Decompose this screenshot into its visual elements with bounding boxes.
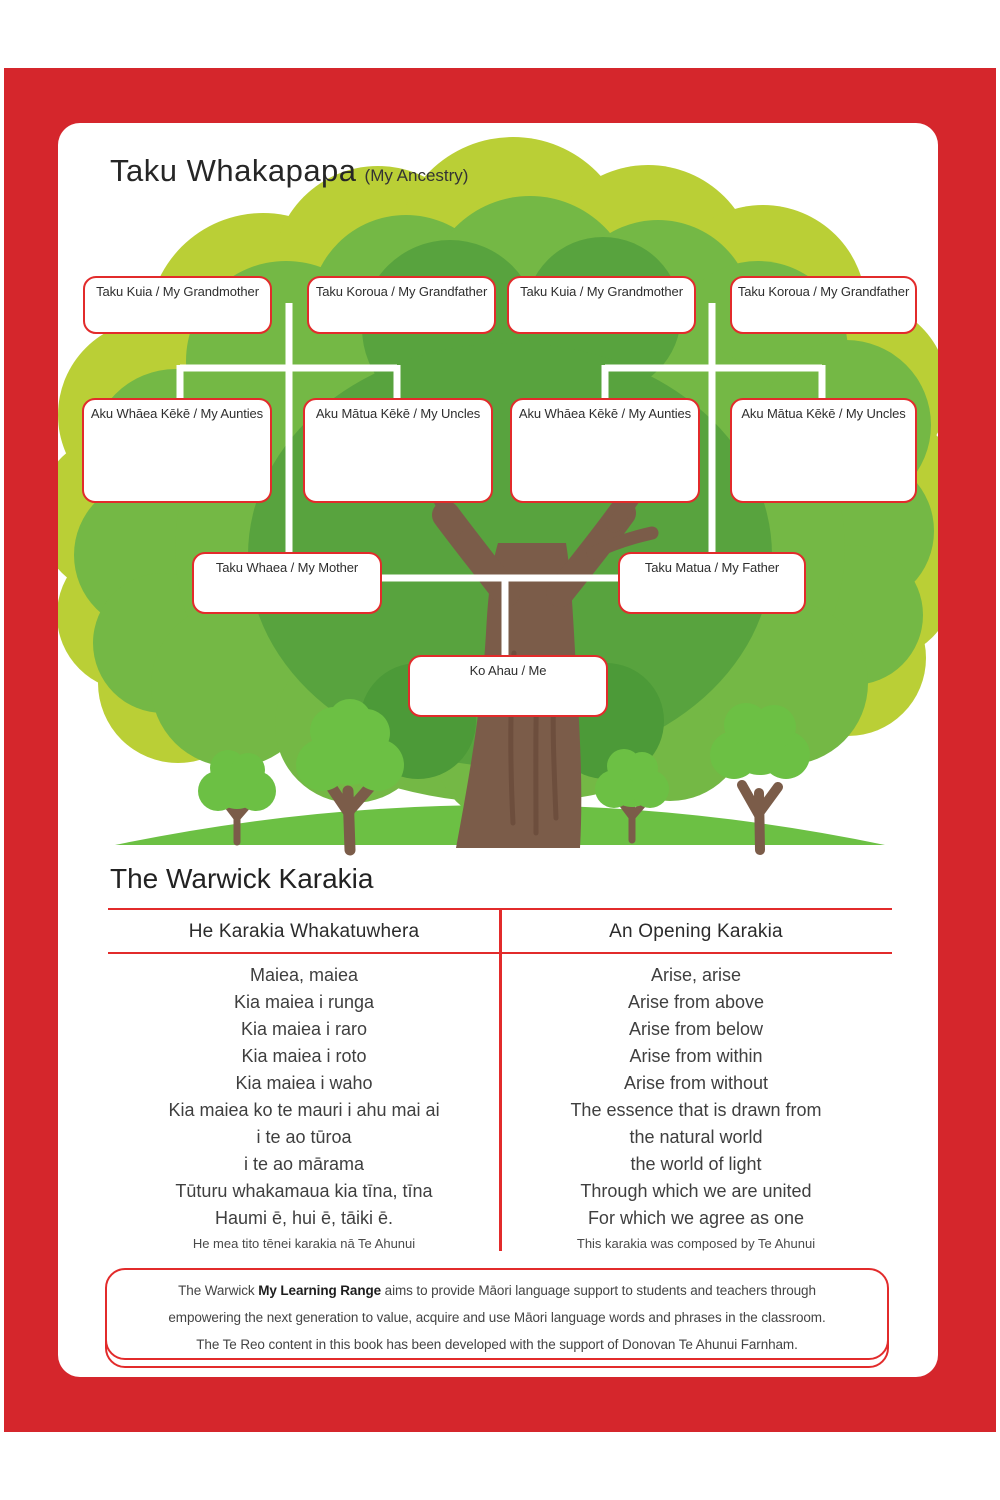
box-grandfather-maternal	[307, 276, 496, 334]
box-uncles-maternal	[303, 398, 493, 503]
footer-note	[105, 1268, 889, 1360]
worksheet-page	[58, 123, 938, 1377]
karakia-line: Arise from within	[629, 1046, 763, 1066]
footer-line	[107, 1277, 887, 1304]
page-title-english: (My Ancestry)	[364, 166, 469, 185]
karakia-line: Haumi ē, hui ē, tāiki ē.	[214, 1208, 394, 1228]
box-me	[408, 655, 608, 717]
karakia-line: The essence that is drawn from	[570, 1100, 822, 1120]
karakia-line: Arise from below	[628, 1019, 764, 1039]
column-header-english: An Opening Karakia	[609, 921, 783, 942]
karakia-line: Kia maiea ko te mauri i ahu mai ai	[168, 1100, 440, 1120]
karakia-line: the natural world	[629, 1127, 763, 1147]
box-grandmother-paternal	[507, 276, 696, 334]
column-header-maori: He Karakia Whakatuwhera	[188, 921, 420, 942]
footer-line: The Te Reo content in this book has been developed with the support of Donovan Te Ahunui Farnham.	[196, 1337, 798, 1352]
box-label: Taku Whaea / My Mother	[215, 560, 359, 575]
karakia-line: Kia maiea i raro	[240, 1019, 368, 1039]
karakia-heading: The Warwick Karakia	[110, 863, 374, 894]
karakia-line: Maiea, maiea	[249, 965, 359, 985]
footer-text: The Warwick	[178, 1283, 259, 1298]
karakia-line: the world of light	[630, 1154, 762, 1174]
karakia-line: Arise, arise	[650, 965, 742, 985]
karakia-line: For which we agree as one	[587, 1208, 805, 1228]
karakia-line: Kia maiea i roto	[241, 1046, 367, 1066]
box-label: Aku Mātua Kēkē / My Uncles	[741, 406, 906, 421]
footer-text-bold: My Learning Range	[258, 1283, 382, 1298]
box-grandfather-paternal	[730, 276, 917, 334]
karakia-table	[108, 908, 892, 1255]
box-mother	[192, 552, 382, 614]
column-divider	[499, 910, 502, 1251]
page-title	[110, 153, 468, 189]
box-label: Taku Koroua / My Grandfather	[315, 284, 488, 299]
box-label: Taku Matua / My Father	[644, 560, 780, 575]
karakia-attribution: This karakia was composed by Te Ahunui	[576, 1236, 816, 1251]
karakia-line: Kia maiea i runga	[233, 992, 375, 1012]
box-aunties-maternal	[82, 398, 272, 503]
box-label: Aku Whāea Kēkē / My Aunties	[90, 406, 264, 421]
box-father	[618, 552, 806, 614]
karakia-line: i te ao tūroa	[256, 1127, 352, 1147]
footer-text: aims to provide Māori language support to students and teachers through	[381, 1283, 816, 1298]
box-uncles-paternal	[730, 398, 917, 503]
box-grandmother-maternal	[83, 276, 272, 334]
box-label: Taku Koroua / My Grandfather	[737, 284, 910, 299]
box-label: Taku Kuia / My Grandmother	[96, 284, 259, 299]
karakia-attribution: He mea tito tēnei karakia nā Te Ahunui	[192, 1236, 416, 1251]
box-label: Aku Whāea Kēkē / My Aunties	[518, 406, 692, 421]
box-aunties-paternal	[510, 398, 700, 503]
karakia-line: Arise from without	[623, 1073, 769, 1093]
karakia-line: i te ao mārama	[243, 1154, 365, 1174]
karakia-column-maori	[108, 954, 500, 1255]
box-label: Taku Kuia / My Grandmother	[520, 284, 683, 299]
karakia-line: Tūturu whakamaua kia tīna, tīna	[175, 1181, 433, 1201]
karakia-line: Through which we are united	[580, 1181, 812, 1201]
page-title-maori: Taku Whakapapa	[110, 153, 357, 188]
box-label: Aku Mātua Kēkē / My Uncles	[315, 406, 481, 421]
karakia-line: Kia maiea i waho	[235, 1073, 373, 1093]
footer-line: empowering the next generation to value, acquire and use Māori language words and phrases in the classroom.	[168, 1310, 826, 1325]
karakia-line: Arise from above	[627, 992, 765, 1012]
karakia-column-english	[500, 954, 892, 1255]
box-label: Ko Ahau / Me	[469, 663, 547, 678]
